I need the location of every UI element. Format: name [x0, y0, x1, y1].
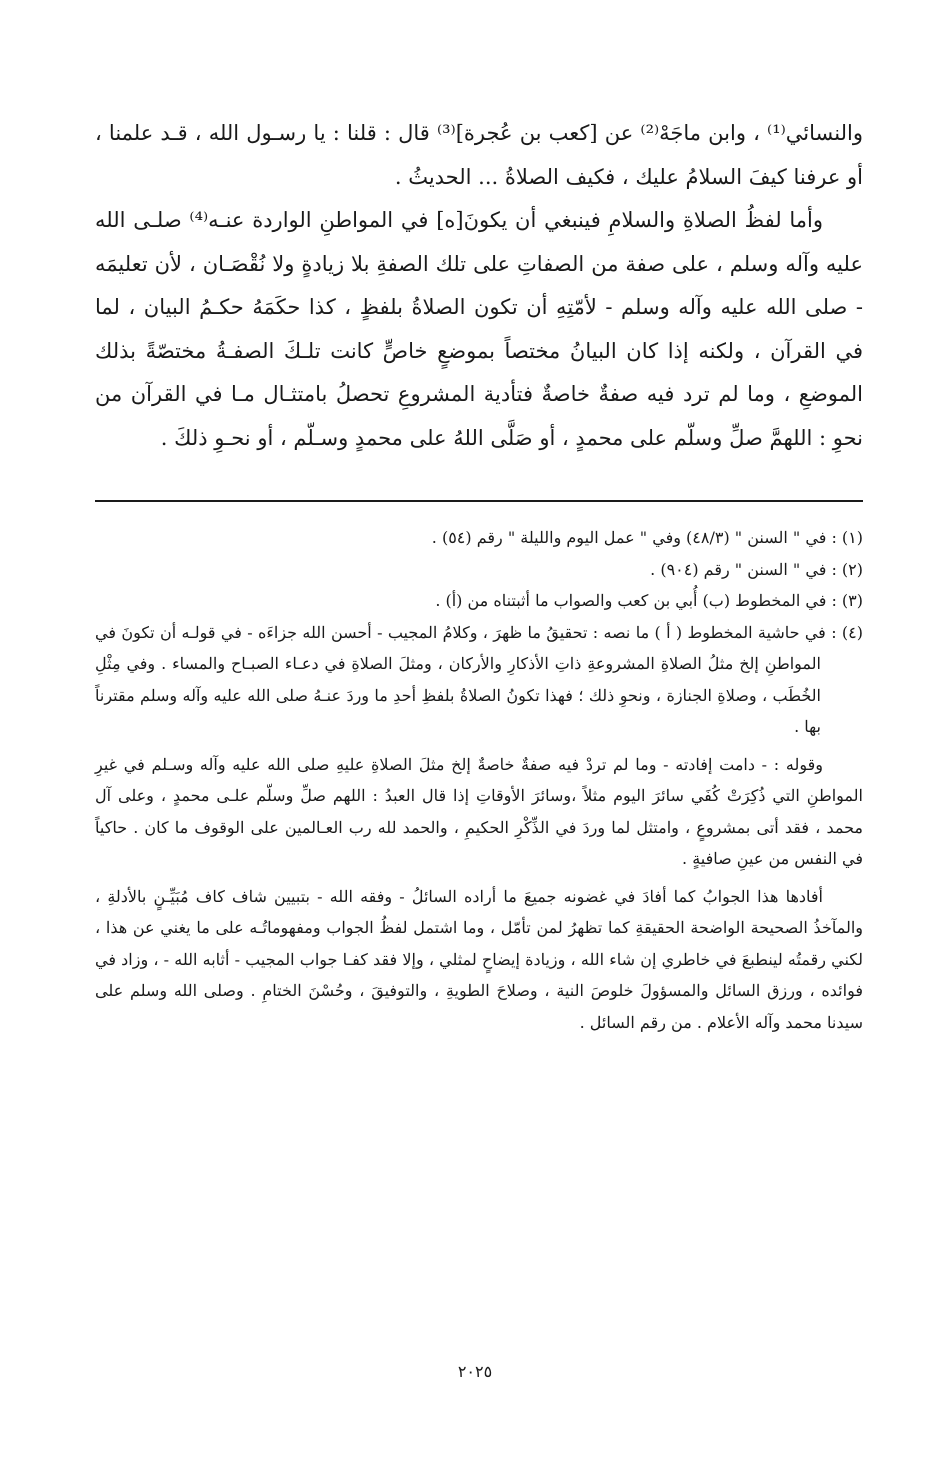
- footnote-4-number: (٤) :: [831, 622, 864, 642]
- footnote-2-number: (٢) :: [831, 559, 863, 579]
- footnote-4-text: في حاشية المخطوط ( أ ) ما نصه : تحقيقُ ما ظهرَ ، وكلامُ المجيب - أحسن الله جزاءَه - في قولـه أن تكونَ في المواطنِ إلخ مثلُ الصلاةِ المشروعةِ ذاتِ الأذكارِ والأركان ، ومثلَ الصلاةِ في دعـاء الصبـاح والمساء . وفي مِثْلِ الخُطَب ، وصلاةِ الجنازة ، ونحوِ ذلك ؛ فهذا تكونُ الصلاةُ بلفظِ أحدِ ما وردَ عنـهُ صلى الله عليه وآله وسلم مقترناً بها .: [95, 622, 826, 736]
- footnote-separator: [95, 500, 863, 502]
- main-paragraph-2: وأما لفظُ الصلاةِ والسلامِ فينبغي أن يكونَ[ه] في المواطنِ الواردة عنـه⁽⁴⁾ صلـى الله عليه وآله وسلم ، على صفة من الصفاتِ على تلك الصفةِ بلا زيادةٍ ولا نُقْصَـان ، لأن تعليمَه - صلى الله عليه وآله وسلم - لأمّتِهِ أن تكون الصلاةُ بلفظٍ ، كذا حكَمَهُ حكـمُ البيان ، لما في القرآن ، ولكنه إذا كان البيانُ مختصاً بموضعٍ خاصٍّ كانت تلـكَ الصفـةُ مختصّةً بذلك الموضعِ ، وما لم ترد فيه صفةٌ خاصةٌ فتأدية المشروعِ تحصلُ بامتثـال مـا في القرآن من نحوِ : اللهمَّ صلِّ وسلّم على محمدٍ ، أو صَلَّى اللهُ على محمدٍ وسـلّم ، أو نحـوِ ذلكَ .: [95, 208, 863, 450]
- main-text: [95, 112, 863, 460]
- footnote-3-number: (٣) :: [831, 591, 863, 610]
- footnote-2: [95, 554, 863, 586]
- footnote-3: [95, 585, 863, 617]
- footnote-continuation-2: أفادها هذا الجوابُ كما أفادَ في غضونه جميعَ ما أراده السائلُ - وفقه الله - بتبيين شاف كاف مُبَيِّـنٍ بالأدلةِ ، والمآخذُ الصحيحة الواضحة الحقيقةِ كما تظهرُ لمن تأمّل ، وما اشتمل لفظُ الجواب ومفهوماتُـه على ما يغني عن هذا ، لكني رقمتُه لينطبعَ في خاطري إن شاء الله ، وزيادة إيضاحٍ لمثلي ، وإلا فقد كفـا جواب المجيب - أثابه الله - ، وزاد في فوائده ، ورزق السائل والمسؤولَ خلوصَ النية ، وصلاحَ الطويةِ ، والتوفيقَ ، وحُسْنَ الختامِ . وصلى الله وسلم على سيدنا محمد وآله الأعلام . من رقم السائل .: [95, 886, 863, 1032]
- footnote-2-text: في " السنن " رقم (٩٠٤) .: [650, 559, 827, 579]
- page-body: [95, 112, 863, 1402]
- page-number: ٢٠٢٥: [457, 1362, 493, 1381]
- main-paragraph-1: والنسائي⁽¹⁾ ، وابن ماجَهْ⁽²⁾ عن [كعب بن عُجرة]⁽³⁾ قال : قلنا : يا رسـول الله ، قـد علمنا ، أو عرفنا كيفَ السلامُ عليك ، فكيف الصلاةُ ... الحديثُ .: [95, 121, 863, 189]
- footnotes: [95, 522, 863, 1038]
- footnote-4: [95, 617, 863, 743]
- footnote-1-text: في " السنن " (٤٨/٣) وفي " عمل اليوم والليلة " رقم (٥٤) .: [431, 528, 827, 547]
- footnote-1: [95, 522, 863, 554]
- footnote-continuation-1: وقوله : - دامت إفادته - وما لم تردْ فيه صفةٌ خاصةٌ إلخ مثلَ الصلاةِ عليهِ صلى الله عليه وآله وسـلم في غيرِ المواطنِ التي ذُكِرَتْ كُفَي سائرَ اليوم مثلاً ،وسائرَ الأوقاتِ إذا قال العبدُ : اللهم صلِّ وسلّم علـى محمدٍ ، وعلى آل محمد ، فقد أتى بمشروعٍ ، وامتثل لما وردَ في الذِّكْرِ الحكيمِ ، والحمد لله رب العـالمين على الوقوف ما كان . حاكياً في النفس من عينِ صافيةٍ .: [95, 754, 863, 868]
- footnote-3-text: في المخطوط (ب) أُبي بن كعب والصواب ما أثبتناه من (أ) .: [435, 591, 827, 610]
- footnote-1-number: (١) :: [831, 528, 863, 547]
